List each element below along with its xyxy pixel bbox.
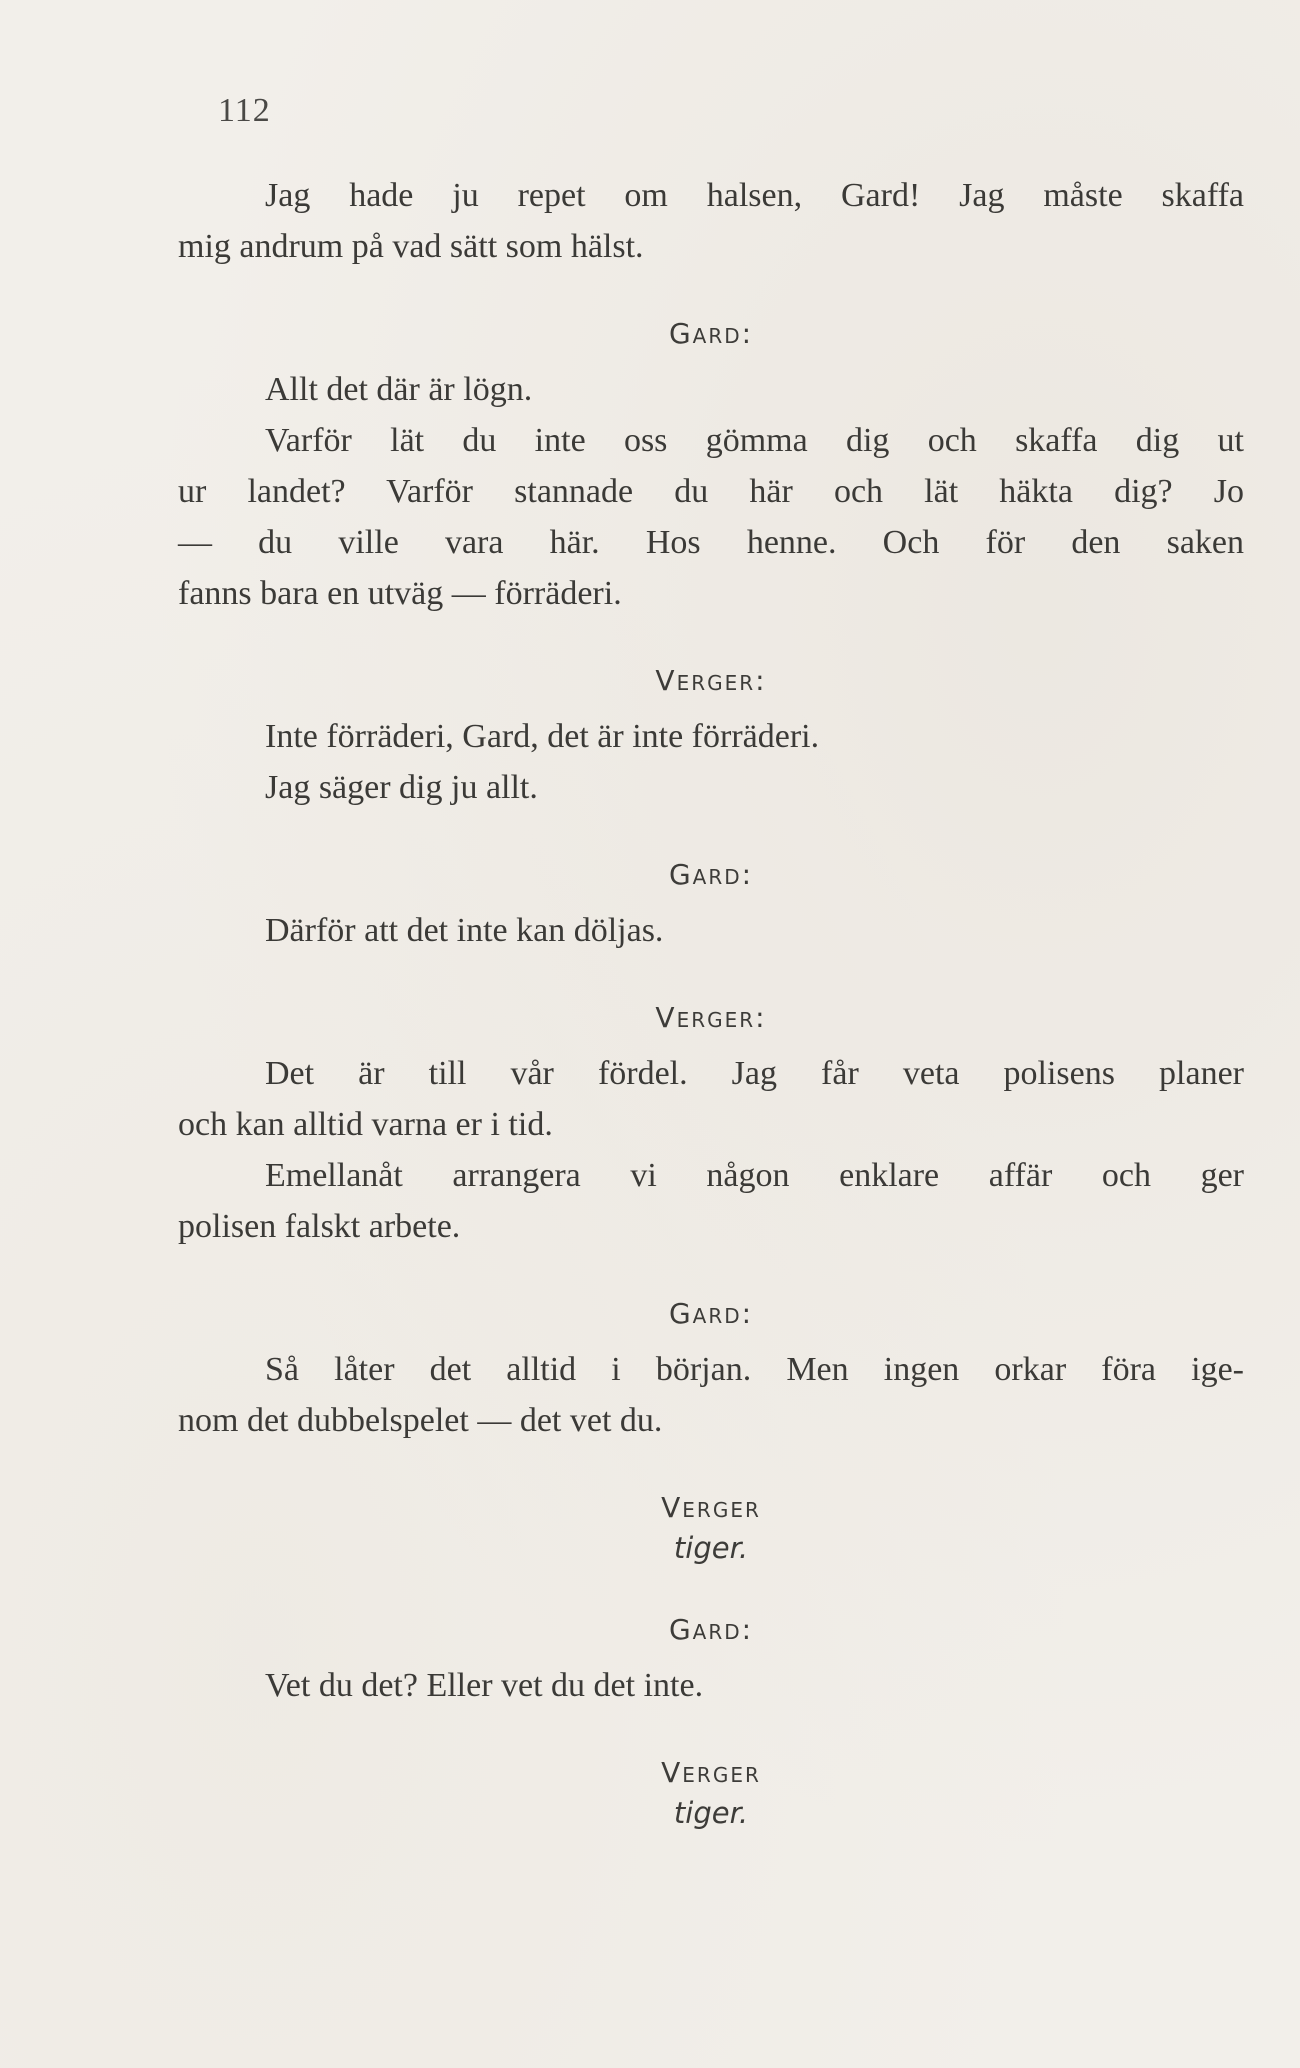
speech-block — [178, 170, 1244, 272]
stage-direction: tiger. — [673, 1531, 749, 1565]
text-line: Allt det där är lögn. — [265, 371, 533, 408]
speaker-name: Gard: — [668, 858, 754, 891]
text-line: Jag säger dig ju allt. — [265, 769, 538, 806]
speech-block — [178, 1150, 1244, 1252]
speech-block — [178, 364, 1244, 415]
text-line: Så låter det alltid i början. Men ingen orkar föra ige- — [265, 1351, 1244, 1388]
speech-block — [178, 1344, 1244, 1446]
text-line: Inte förräderi, Gard, det är inte förräderi. — [265, 718, 820, 755]
speaker-name: Verger: — [655, 1001, 767, 1034]
speaker-name: Gard: — [668, 317, 754, 350]
play-text — [178, 170, 1244, 1833]
speaker-name: Verger — [661, 1491, 761, 1524]
text-line: Vet du det? Eller vet du det inte. — [265, 1667, 704, 1704]
speech-block — [178, 711, 1244, 762]
text-line: Det är till vår fördel. Jag får veta polisens planer — [265, 1055, 1244, 1092]
text-line: och kan alltid varna er i tid. — [178, 1106, 553, 1143]
text-line: Emellanåt arrangera vi någon enklare affär och ger — [265, 1157, 1244, 1194]
text-line: mig andrum på vad sätt som hälst. — [178, 228, 644, 265]
page-number: 112 — [218, 92, 271, 129]
speech-block — [178, 762, 1244, 813]
text-line: fanns bara en utväg — förräderi. — [178, 575, 622, 612]
speaker-name: Gard: — [668, 1613, 754, 1646]
text-line: Jag hade ju repet om halsen, Gard! Jag måste skaffa — [265, 177, 1244, 214]
text-line: Därför att det inte kan döljas. — [265, 912, 664, 949]
text-line: ur landet? Varför stannade du här och lät häkta dig? Jo — [178, 473, 1244, 510]
speech-block — [178, 415, 1244, 619]
speech-block — [178, 1048, 1244, 1150]
speaker-name: Verger — [661, 1756, 761, 1789]
text-line: nom det dubbelspelet — det vet du. — [178, 1402, 663, 1439]
speech-block — [178, 1660, 1244, 1711]
speaker-name: Gard: — [668, 1297, 754, 1330]
stage-direction: tiger. — [673, 1796, 749, 1830]
text-line: Varför lät du inte oss gömma dig och skaffa dig ut — [265, 422, 1244, 459]
speech-block — [178, 905, 1244, 956]
speaker-name: Verger: — [655, 664, 767, 697]
text-line: polisen falskt arbete. — [178, 1208, 461, 1245]
text-line: — du ville vara här. Hos henne. Och för den saken — [178, 524, 1244, 561]
